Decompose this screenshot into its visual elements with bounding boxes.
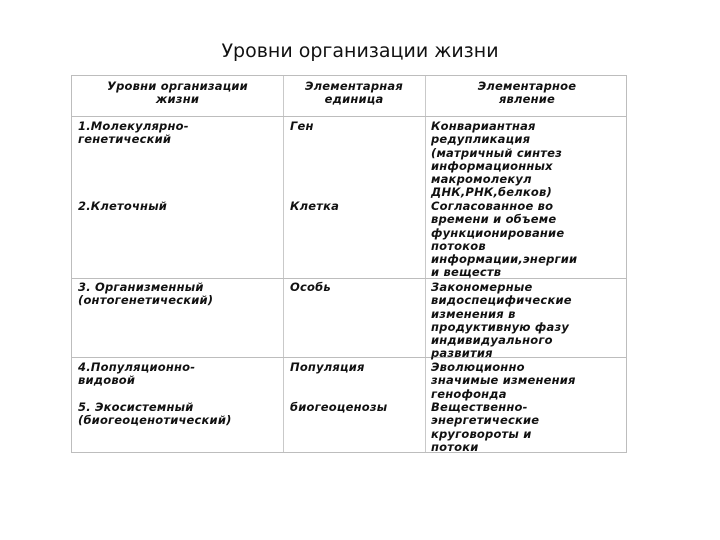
- level-line: 1.Молекулярно-: [78, 119, 189, 133]
- header-level: [76, 80, 279, 107]
- phenomenon-line: генофонда: [431, 386, 507, 401]
- level-line: (онтогенетический): [78, 293, 214, 308]
- row-4-level: [78, 361, 278, 388]
- phenomenon-line: Вещественно-: [431, 400, 528, 414]
- row-5-phenomenon: [431, 401, 625, 454]
- phenomenon-line: Закономерные: [431, 280, 533, 294]
- row-4-phenomenon: [431, 361, 625, 401]
- phenomenon-line: значимые изменения: [431, 373, 576, 388]
- phenomenon-line: функционирование: [431, 225, 565, 240]
- phenomenon-line: круговороты и: [431, 426, 532, 441]
- header-unit-line: единица: [324, 92, 384, 107]
- slide-title: Уровни организации жизни: [221, 40, 499, 62]
- phenomenon-line: и веществ: [431, 265, 502, 280]
- phenomenon-line: Эволюционно: [431, 360, 525, 374]
- level-line: 4.Популяционно-: [78, 360, 196, 374]
- column-divider-2: [425, 76, 426, 452]
- header-divider: [72, 116, 626, 117]
- phenomenon-line: индивидуального: [431, 333, 553, 348]
- header-level-line: жизни: [155, 92, 200, 107]
- column-divider-1: [283, 76, 284, 452]
- level-line: 3. Организменный: [78, 280, 204, 294]
- row-1-level: [78, 120, 278, 147]
- phenomenon-line: времени и объеме: [431, 212, 557, 227]
- header-phenomenon-line: явление: [498, 92, 556, 107]
- level-line: генетический: [78, 132, 172, 147]
- row-5-unit: биогеоценозы: [290, 400, 388, 414]
- header-unit-line: Элементарная: [305, 79, 403, 93]
- level-line: (биогеоценотический): [78, 413, 232, 428]
- row-2-level: [78, 200, 278, 213]
- phenomenon-line: информационных: [431, 158, 553, 173]
- phenomenon-line: редупликация: [431, 132, 531, 147]
- row-2-unit: Клетка: [290, 199, 340, 213]
- header-phenomenon-line: Элементарное: [477, 79, 577, 93]
- phenomenon-line: развития: [431, 346, 493, 361]
- phenomenon-line: Согласованное во: [431, 199, 554, 213]
- phenomenon-line: Конвариантная: [431, 119, 536, 133]
- level-line: видовой: [78, 373, 136, 388]
- header-unit: [286, 80, 422, 107]
- phenomenon-line: энергетические: [431, 413, 540, 428]
- header-phenomenon: [430, 80, 624, 107]
- phenomenon-line: видоспецифические: [431, 293, 572, 308]
- row-3-level: [78, 281, 278, 308]
- row-1-unit: Ген: [290, 119, 314, 133]
- phenomenon-line: продуктивную фазу: [431, 319, 570, 334]
- phenomenon-line: потоки: [431, 439, 479, 454]
- phenomenon-line: изменения в: [431, 306, 516, 321]
- row-3-unit: Особь: [290, 280, 331, 294]
- phenomenon-line: информации,энергии: [431, 252, 578, 267]
- phenomenon-line: (матричный синтез: [431, 145, 563, 160]
- phenomenon-line: ДНК,РНК,белков): [431, 185, 552, 200]
- level-line: 5. Экосистемный: [78, 400, 194, 414]
- level-line: 2.Клеточный: [78, 199, 168, 213]
- phenomenon-line: потоков: [431, 238, 486, 253]
- row-1-phenomenon: [431, 120, 625, 200]
- phenomenon-line: макромолекул: [431, 172, 532, 187]
- header-level-line: Уровни организации: [107, 79, 248, 93]
- levels-table: [71, 75, 627, 453]
- row-5-level: [78, 401, 282, 428]
- row-4-unit: Популяция: [290, 360, 365, 374]
- row-2-phenomenon: [431, 200, 625, 280]
- row-3-phenomenon: [431, 281, 625, 361]
